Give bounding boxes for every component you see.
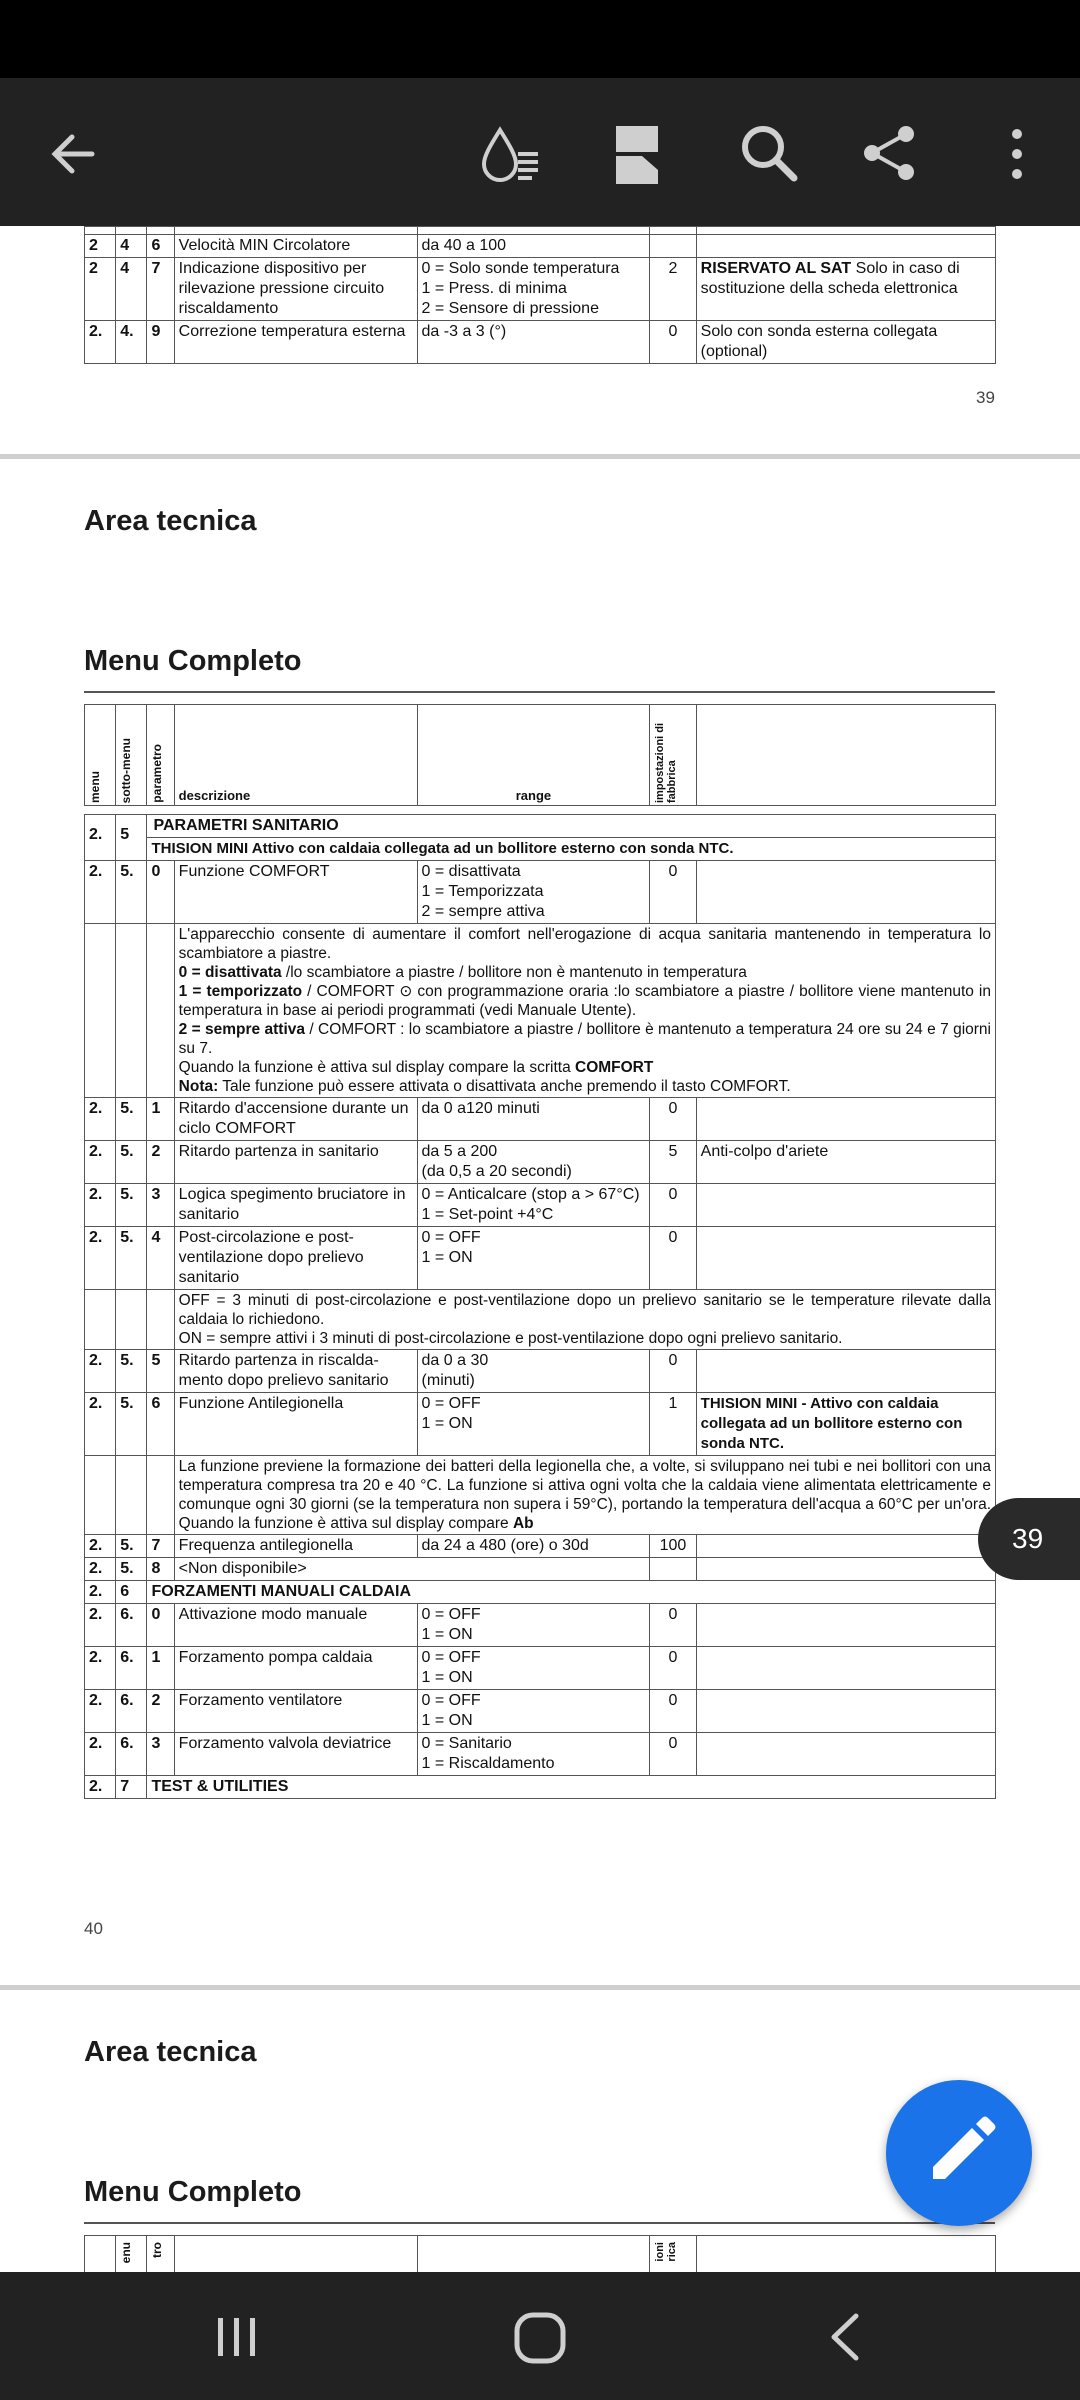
search-icon[interactable] bbox=[738, 122, 800, 184]
range-cell: 0 = disattivata 1 = Temporizzata 2 = sempre attiva bbox=[417, 861, 650, 924]
header-note bbox=[696, 705, 995, 806]
desc-cell: Funzione Antilegionella bbox=[174, 1393, 417, 1456]
recent-apps-icon[interactable] bbox=[212, 2312, 262, 2362]
range-cell: 0 = OFF 1 = ON bbox=[417, 1393, 650, 1456]
range-cell: 0 = Anticalcare (stop a > 67°C) 1 = Set-point +4°C bbox=[417, 1184, 650, 1227]
table-row bbox=[85, 861, 996, 924]
table-row: 2. 5. 1 Ritardo d'accensione durante un ciclo COMFORT da 0 a120 minuti 0 bbox=[85, 1098, 996, 1141]
table-row bbox=[85, 235, 996, 258]
submenu-cell: 5. bbox=[116, 861, 147, 924]
desc-cell: <Non disponibile> bbox=[174, 1558, 650, 1581]
header-menu-partial: enu bbox=[116, 2236, 147, 2273]
range-cell: da 0 a120 minuti bbox=[417, 1098, 650, 1141]
param-cell: 7 bbox=[147, 258, 174, 321]
submenu-cell: 6 bbox=[116, 1581, 147, 1604]
section-heading: Area tecnica bbox=[84, 2036, 257, 2068]
section-title: TEST & UTILITIES bbox=[147, 1776, 996, 1799]
param-cell: 6 bbox=[147, 235, 174, 258]
table-header bbox=[84, 2235, 996, 2272]
header-param-partial: tro bbox=[147, 2236, 174, 2273]
pdf-page-39 bbox=[0, 226, 1080, 454]
comfort-intro: L'apparecchio consente di aumentare il comfort nell'erogazione di acqua sanitaria mantenendo in temperatura lo scambiatore a piastre. bbox=[178, 926, 991, 962]
table-header bbox=[84, 704, 996, 806]
section-row bbox=[85, 815, 996, 838]
system-nav-bar bbox=[0, 2272, 1080, 2400]
desc-cell: Correzione temperatura esterna bbox=[174, 321, 417, 364]
header-submenu: sotto-menu bbox=[116, 705, 147, 806]
note-cell bbox=[696, 861, 995, 924]
reading-mode-icon[interactable] bbox=[478, 122, 544, 188]
page-view-icon[interactable] bbox=[612, 122, 662, 188]
header-default: impostazioni di fabbrica bbox=[650, 705, 696, 806]
description-row bbox=[85, 1290, 996, 1350]
param-cell: 9 bbox=[147, 321, 174, 364]
default-cell: 0 bbox=[650, 321, 696, 364]
table-row bbox=[85, 227, 996, 235]
submenu-cell: 4. bbox=[116, 321, 147, 364]
note-text: Solo in caso di sostituzione della scheda elettronica bbox=[700, 260, 960, 297]
table-row: 2. 5. 4 Post-circolazione e post-ventilazione dopo prelievo sanitario 0 = OFF 1 = ON 0 bbox=[85, 1227, 996, 1290]
share-icon[interactable] bbox=[858, 122, 920, 184]
page-title: Menu Completo bbox=[84, 2176, 302, 2208]
desc-cell: Forzamento pompa caldaia bbox=[174, 1647, 417, 1690]
desc-cell: Ritardo partenza in riscalda-mento dopo prelievo sanitario bbox=[174, 1350, 417, 1393]
note-cell bbox=[696, 258, 995, 321]
note-cell: Anti-colpo d'ariete bbox=[696, 1141, 995, 1184]
header-param: parametro bbox=[147, 705, 174, 806]
header-default-partial: ioni rica bbox=[650, 2236, 696, 2273]
range-cell: 0 = OFF 1 = ON bbox=[417, 1604, 650, 1647]
range-cell: 0 = Solo sonde temperatura 1 = Press. di minima 2 = Sensore di pressione bbox=[417, 258, 650, 321]
table-row: 2. 6. 1 Forzamento pompa caldaia 0 = OFF 1 = ON 0 bbox=[85, 1647, 996, 1690]
range-cell: da 0 a 30 (minuti) bbox=[417, 1350, 650, 1393]
header-desc: descrizione bbox=[174, 705, 417, 806]
menu-table-page39 bbox=[84, 226, 996, 364]
range-cell: 0 = OFF 1 = ON bbox=[417, 1690, 650, 1733]
edit-fab-button[interactable] bbox=[886, 2080, 1032, 2226]
submenu-cell: 5 bbox=[116, 815, 147, 861]
menu-cell: 2. bbox=[85, 1776, 116, 1799]
desc-cell: Funzione COMFORT bbox=[174, 861, 417, 924]
table-row bbox=[85, 258, 996, 321]
desc-cell: Attivazione modo manuale bbox=[174, 1604, 417, 1647]
table-row: 2. 6. 2 Forzamento ventilatore 0 = OFF 1 = ON 0 bbox=[85, 1690, 996, 1733]
table-row: 2. 5. 2 Ritardo partenza in sanitario da 5 a 200 (da 0,5 a 20 secondi) 5 Anti-colpo d'ariete bbox=[85, 1141, 996, 1184]
desc-cell: Forzamento ventilatore bbox=[174, 1690, 417, 1733]
comfort-description: L'apparecchio consente di aumentare il comfort nell'erogazione di acqua sanitaria mantenendo in temperatura lo scambiatore a piastre. 0 = disattivata /lo scambiatore a piastre / bollitore non è mantenuto in temperatura 1 = temporizzato / COMFORT ⊙ con programmazione oraria :lo scambiatore a piastre / bollitore viene mantenuto in temperatura in base ai periodi programmati (vedi Manuale Utente). 2 = sempre attiva / COMFORT : lo scambiatore a piastre / bollitore è mantenuto a temperatura 24 ore su 24 e 7 giorni su 7. Quando la funzione è attiva sul display compare la scritta COMFORT Nota: Tale funzione può essere attivata o disattivata anche premendo il tasto COMFORT. bbox=[174, 924, 995, 1098]
description-row bbox=[85, 1456, 996, 1535]
note-cell: Solo con sonda esterna collegata (optional) bbox=[696, 321, 995, 364]
section-subtitle: THISION MINI Attivo con caldaia collegata ad un bollitore esterno con sonda NTC. bbox=[147, 838, 996, 861]
title-rule bbox=[84, 691, 995, 693]
desc-cell: Velocità MIN Circolatore bbox=[174, 235, 417, 258]
menu-cell: 2 bbox=[85, 235, 116, 258]
section-subtitle-row bbox=[85, 838, 996, 861]
more-vert-icon[interactable] bbox=[1002, 124, 1032, 184]
antilegionella-description: La funzione previene la formazione dei batteri della legionella che, a volte, si sviluppano nei tubi e nei bollitori con una temperatura compresa tra 20 e 40 °C. La funzione si attiva ogni volta che la caldaia viene alimentata elettricamente e comunque ogni 30 giorni (se la temperatura non supera i 59°C), portando la temperatura dell'acqua a 60°C per un'ora. Quando la funzione è attiva sul display compare Ab bbox=[174, 1456, 995, 1535]
range-cell: 0 = OFF 1 = ON bbox=[417, 1647, 650, 1690]
desc-cell: Post-circolazione e post-ventilazione dopo prelievo sanitario bbox=[174, 1227, 417, 1290]
arrow-left-icon[interactable] bbox=[42, 124, 102, 184]
menu-cell: 2 bbox=[85, 258, 116, 321]
desc-cell: Forzamento valvola deviatrice bbox=[174, 1733, 417, 1776]
top-toolbar bbox=[0, 78, 1080, 226]
desc-cell: Indicazione dispositivo per rilevazione pressione circuito riscaldamento bbox=[174, 258, 417, 321]
menu-cell: 2. bbox=[85, 861, 116, 924]
desc-cell: Ritardo d'accensione durante un ciclo COMFORT bbox=[174, 1098, 417, 1141]
table-row: 2. 6. 0 Attivazione modo manuale 0 = OFF 1 = ON 0 bbox=[85, 1604, 996, 1647]
table-row: 2. 5. 7 Frequenza antilegionella da 24 a 480 (ore) o 30d 100 bbox=[85, 1535, 996, 1558]
submenu-cell: 7 bbox=[116, 1776, 147, 1799]
post-circulation-description: OFF = 3 minuti di post-circolazione e post-ventilazione dopo un prelievo sanitario se le temperature rilevate dalla caldaia lo richiedono. ON = sempre attivi i 3 minuti di post-circolazione e post-ventilazione dopo ogni prelievo sanitario. bbox=[174, 1290, 995, 1350]
menu-cell: 2. bbox=[85, 321, 116, 364]
default-cell: 0 bbox=[650, 861, 696, 924]
note-bold: RISERVATO AL SAT bbox=[700, 260, 852, 277]
header-range: range bbox=[417, 705, 650, 806]
desc-cell: Frequenza antilegionella bbox=[174, 1535, 417, 1558]
section-row bbox=[85, 1776, 996, 1799]
desc-cell: Ritardo partenza in sanitario bbox=[174, 1141, 417, 1184]
desc-cell: Logica spegimento bruciatore in sanitario bbox=[174, 1184, 417, 1227]
back-icon[interactable] bbox=[822, 2312, 872, 2362]
table-row: 2. 6. 3 Forzamento valvola deviatrice 0 = Sanitario 1 = Riscaldamento 0 bbox=[85, 1733, 996, 1776]
title-rule bbox=[84, 2222, 995, 2224]
param-cell: 0 bbox=[147, 861, 174, 924]
range-cell: 0 = OFF 1 = ON bbox=[417, 1227, 650, 1290]
table-row: 2. 5. 5 Ritardo partenza in riscalda-mento dopo prelievo sanitario da 0 a 30 (minuti) 0 bbox=[85, 1350, 996, 1393]
page-title: Menu Completo bbox=[84, 645, 302, 677]
range-cell: 0 = Sanitario 1 = Riscaldamento bbox=[417, 1733, 650, 1776]
pdf-page-40 bbox=[0, 459, 1080, 1985]
menu-table-page40 bbox=[84, 814, 996, 1799]
default-cell bbox=[650, 235, 696, 258]
page-number: 40 bbox=[84, 1919, 103, 1938]
submenu-cell: 4 bbox=[116, 258, 147, 321]
table-row bbox=[85, 321, 996, 364]
edit-pencil-icon bbox=[886, 2080, 1032, 2226]
header-menu: menu bbox=[85, 705, 116, 806]
table-row: 2. 5. 8 <Non disponibile> bbox=[85, 1558, 996, 1581]
menu-cell: 2. bbox=[85, 815, 116, 861]
section-title: FORZAMENTI MANUALI CALDAIA bbox=[147, 1581, 996, 1604]
section-heading: Area tecnica bbox=[84, 505, 257, 537]
table-row: 2. 5. 6 Funzione Antilegionella 0 = OFF 1 = ON 1 THISION MINI - Attivo con caldaia collegata ad un bollitore esterno con sonda NTC. bbox=[85, 1393, 996, 1456]
submenu-cell: 4 bbox=[116, 235, 147, 258]
default-cell: 2 bbox=[650, 258, 696, 321]
menu-cell: 2. bbox=[85, 1581, 116, 1604]
table-row: 2. 5. 3 Logica spegimento bruciatore in sanitario 0 = Anticalcare (stop a > 67°C) 1 = Set-point +4°C 0 bbox=[85, 1184, 996, 1227]
range-cell: da 5 a 200 (da 0,5 a 20 secondi) bbox=[417, 1141, 650, 1184]
page-number: 39 bbox=[976, 388, 995, 407]
home-icon[interactable] bbox=[512, 2310, 568, 2366]
note-cell bbox=[696, 235, 995, 258]
description-row bbox=[85, 924, 996, 1098]
note-cell: THISION MINI - Attivo con caldaia collegata ad un bollitore esterno con sonda NTC. bbox=[696, 1393, 995, 1456]
range-cell: da 24 a 480 (ore) o 30d bbox=[417, 1535, 650, 1558]
range-cell: da -3 a 3 (°) bbox=[417, 321, 650, 364]
page-indicator[interactable]: 39 bbox=[978, 1498, 1080, 1580]
status-bar bbox=[0, 0, 1080, 78]
range-cell: da 40 a 100 bbox=[417, 235, 650, 258]
section-row bbox=[85, 1581, 996, 1604]
section-title: PARAMETRI SANITARIO bbox=[147, 815, 996, 838]
